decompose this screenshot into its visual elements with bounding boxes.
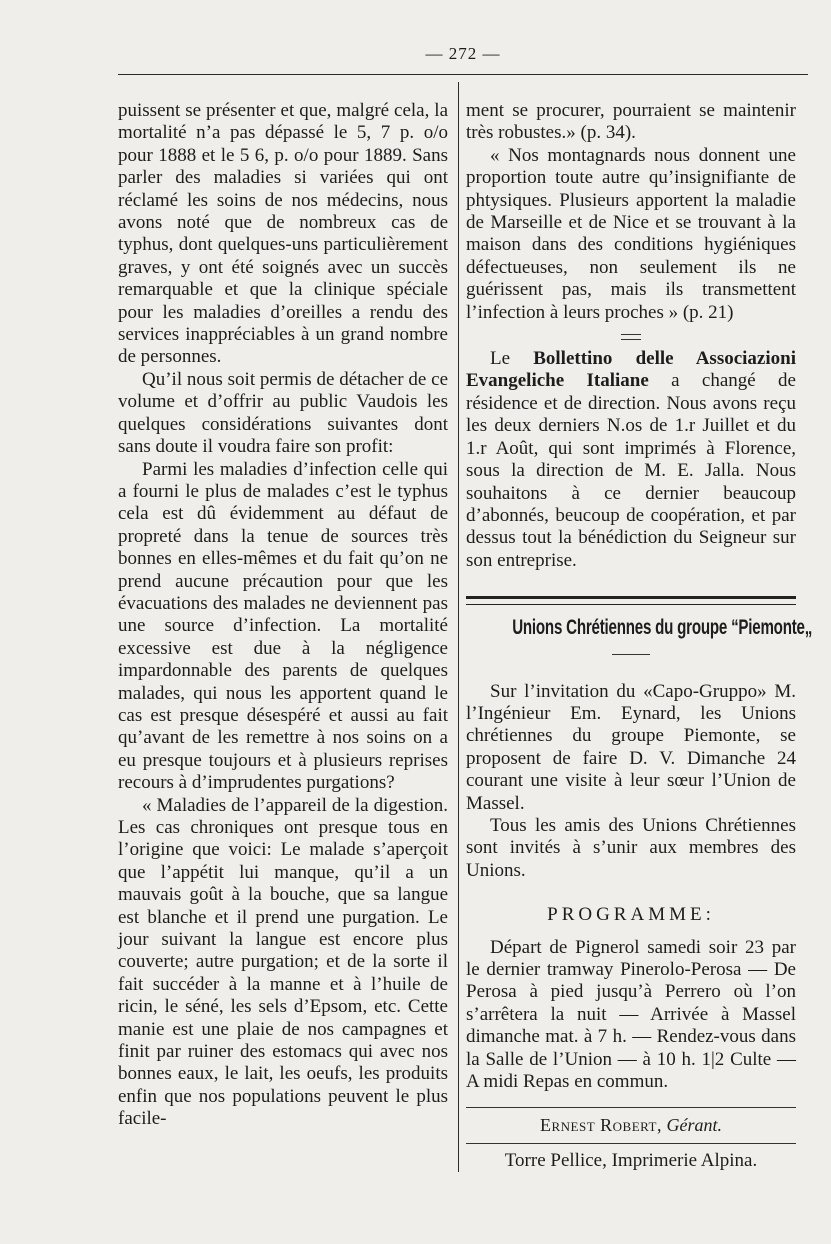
column-divider <box>458 82 459 1172</box>
programme-title: PROGRAMME: <box>547 904 715 926</box>
notice-prefix: Le <box>490 348 534 370</box>
page-number: — 272 — <box>425 44 501 63</box>
bollettino-notice <box>466 348 796 572</box>
programme-text: Départ de Pignerol samedi soir 23 par le dernier tramway Pinerolo-Perosa — De Perosa à pied jusqu’à Perrero où l’on s’arrêtera la nuit — Arrivée à Massel dimanche mat. à 7 h. — Rendez-vous dans la Salle de l’Union — à 10 h. 1|2 Culte — A midi Repas en commun. <box>466 936 796 1093</box>
paragraph: ment se procurer, pourraient se maintenir très robustes.» (p. 34). <box>466 100 796 144</box>
left-column <box>118 100 448 1131</box>
quote-paragraph: « Nos montagnards nous donnent une proportion toute autre qu’insignifiante de phtysiques. Plusieurs apportent la maladie de Marseille et de Nice et se trouvant à la maison dans des conditions hygiéniques défectueuses, non seulement ils ne guérissent pas, mais ils transmettent l’infection à leurs proches » (p. 21) <box>466 144 796 323</box>
signature-rule <box>466 1107 796 1108</box>
signature <box>466 1114 796 1136</box>
notice-text: a changé de résidence et de direction. Nous avons reçu les deux derniers N.os de 1.r Juillet et du 1.r Août, qui sont imprimés à Florence, sous la direction de M. E. Jalla. Nous souhaitons à ce dernier beaucoup d’abonnés, beucoup de coopération, et par dessus tout la bénédiction du Seigneur sur son entreprise. <box>466 370 796 571</box>
right-column <box>466 100 813 1172</box>
dash-separator <box>612 654 650 655</box>
bollettino-title: Bollettino delle Associazioni Evangeliche Italiane <box>466 348 796 392</box>
section-heading: Unions Chrétiennes du groupe “Piemonte„ <box>512 616 813 640</box>
friends-paragraph: Tous les amis des Unions Chrétiennes sont invités à s’unir aux membres des Unions. <box>466 814 796 881</box>
paragraph: Parmi les maladies d’infection celle qui a fourni le plus de malades c’est le typhus cela est dû évidemment au défaut de propreté dans la tenue de sources très bonnes en elles-mêmes et du fait qu’on ne prend aucune précaution pour que les évacuations des malades ne deviennent pas une source d’infection. La mortalité excessive est due à la négligence impardonnable des parents de quelques malades, qui nous les apportent quand le cas est presque désespéré et aussi au fait qu’avant de les remettre à nos soins on a eu presque toujours et à plusieurs reprises recours à d’imprudentes purgations? <box>118 458 448 794</box>
header-rule <box>118 74 808 75</box>
signature-name: Ernest Robert, <box>539 1115 662 1136</box>
invitation-paragraph: Sur l’invitation du «Capo-Gruppo» M. l’Ingénieur Em. Eynard, les Unions chrétiennes du groupe Piemonte, se proposent de faire D. V. Dimanche 24 courant une visite à leur sœur l’Union de Massel. <box>466 680 796 814</box>
paragraph: puissent se présenter et que, malgré cela, la mortalité n’a pas dépassé le 5, 7 p. o/o pour 1888 et le 5 6, p. o/o pour 1889. Sans parler des maladies si variées qui ont réclamé les soins de nos médecins, nous avons noté que de nombreux cas de typhus, dont quelques-uns particulièrement graves, y ont été soignés avec un succès remarquable et que la clinique spéciale pour les maladies d’oreilles a rendu des services inappréciables à un grand nombre de personnes. <box>118 100 448 368</box>
paragraph: Qu’il nous soit permis de détacher de ce volume et d’offrir au public Vaudois les quelques considérations suivantes dont sans doute il voudra faire son profit: <box>118 368 448 458</box>
printer-imprint: Torre Pellice, Imprimerie Alpina. <box>504 1149 758 1171</box>
signature-role: Gérant. <box>666 1115 722 1136</box>
signature-rule-bottom <box>466 1143 796 1144</box>
separator <box>621 334 641 340</box>
double-rule <box>466 596 796 605</box>
paragraph: « Maladies de l’appareil de la digestion. Les cas chroniques ont presque tous en l’origine que voici: Le malade s’aperçoit que l’appétit lui manque, qu’il a un mauvais goût à la bouche, que sa langue est blanche et il prend une purgation. Le jour suivant la langue est encore plus couverte; autre purgation; et de la sorte il fait succéder à la manne et à l’huile de ricin, le séné, les sels d’Epsom, etc. Cette manie est une plaie de nos campagnes et finit par ruiner des estomacs qui avec nos bonnes eaux, le lait, les oeufs, les produits enfin que nos populations peuvent le plus facile- <box>118 794 448 1130</box>
